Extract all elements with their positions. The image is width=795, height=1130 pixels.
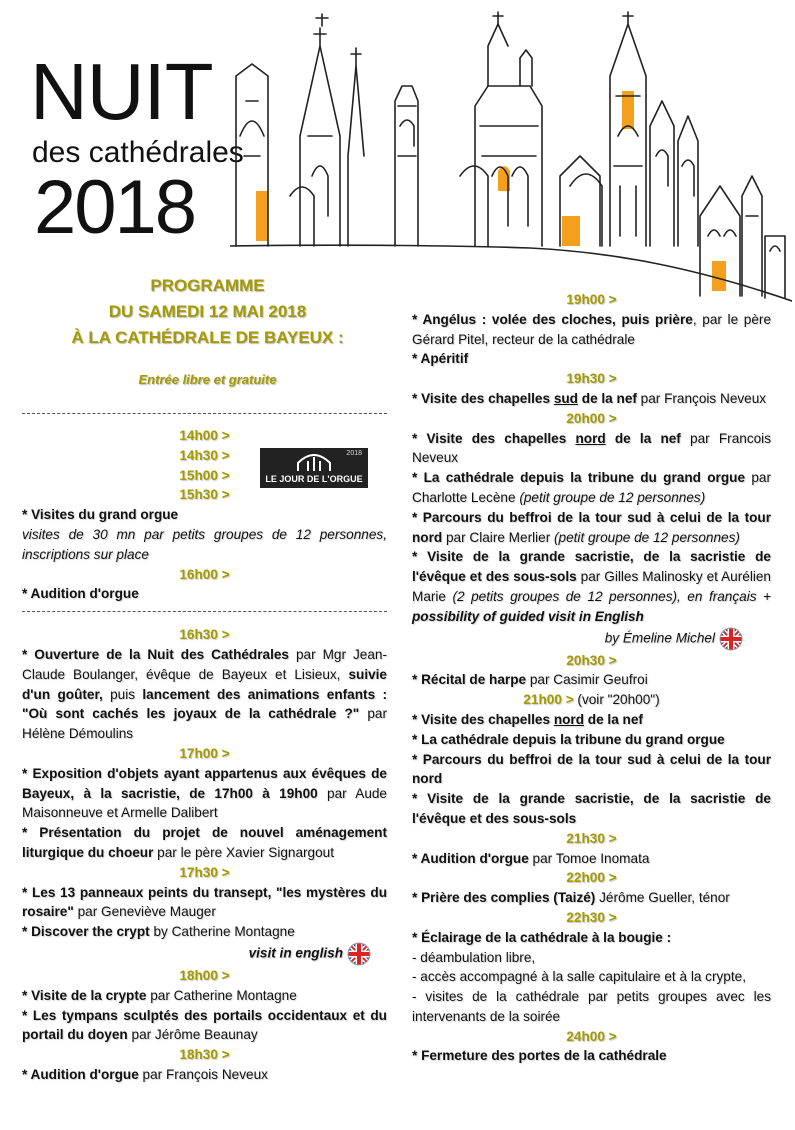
logo-name: LE JOUR DE L'ORGUE	[265, 474, 363, 484]
left-column	[22, 426, 387, 1085]
programme-heading-1: PROGRAMME	[150, 276, 265, 295]
eclairage-item-2: - accès accompagné à la salle capitulaire et à la crypte,	[412, 969, 746, 985]
time-1430: 14h30 >	[179, 447, 230, 463]
time-1400: 14h00 >	[179, 428, 230, 443]
event-sacristie-english: by Émeline Michel	[412, 627, 771, 651]
title-year: 2018	[34, 165, 196, 250]
event-audition-1: * Audition d'orgue	[22, 586, 139, 602]
uk-flag-icon	[347, 942, 371, 966]
time-2000: 20h00 >	[566, 410, 617, 426]
event-chapelles-nord-2: * Visite des chapelles nord de la nef	[412, 711, 643, 727]
event-harpe: * Récital de harpe par Casimir Geufroi	[412, 672, 648, 688]
time-1830: 18h30 >	[179, 1047, 230, 1063]
event-ouverture: * Ouverture de la Nuit des Cathédrales par Mgr Jean-Claude Boulanger, évêque de Bayeux et Lisieux, suivie d'un goûter, puis lancement des animations enfants : "Où sont cachés les joyaux de la cathédrale ?" par Hélène Démoulins	[22, 646, 387, 742]
logo-year: 2018	[346, 450, 362, 457]
event-discover-crypt: * Discover the crypt by Catherine Montagne	[22, 924, 295, 940]
time-1930: 19h30 >	[566, 371, 617, 387]
event-fermeture: * Fermeture des portes de la cathédrale	[412, 1048, 667, 1064]
event-audition-2: * Audition d'orgue par François Neveux	[22, 1066, 268, 1082]
event-sacristie-2: * Visite de la grande sacristie, de la sacristie de l'évêque et des sous-sols	[412, 791, 771, 826]
cathedral-skyline-illustration	[230, 6, 792, 306]
time-2400: 24h00 >	[566, 1028, 617, 1044]
time-1600: 16h00 >	[179, 566, 230, 582]
event-tribune: * La cathédrale depuis la tribune du grand orgue par Charlotte Lecène (petit groupe de 12 personnes)	[412, 470, 771, 505]
entree-libre: Entrée libre et gratuite	[138, 372, 277, 387]
event-complies: * Prière des complies (Taizé) Jérôme Gueller, ténor	[412, 890, 730, 906]
event-visite-crypte: * Visite de la crypte par Catherine Montagne	[22, 987, 297, 1003]
time-2200: 22h00 >	[566, 870, 617, 886]
eclairage-item-3: - visites de la cathédrale par petits groupes avec les intervenants de la soirée	[412, 989, 771, 1024]
event-exposition: * Exposition d'objets ayant appartenus aux évêques de Bayeux, à la sacristie, de 17h00 à 19h00 par Aude Maisonneuve et Armelle Dalibert	[22, 765, 387, 821]
programme-heading-2: DU SAMEDI 12 MAI 2018	[108, 302, 307, 321]
event-beffroi-2: * Parcours du beffroi de la tour sud à celui de la tour nord	[412, 751, 771, 787]
event-visites-orgue: * Visites du grand orgue	[22, 507, 179, 523]
event-panneaux: * Les 13 panneaux peints du transept, "les mystères du rosaire" par Geneviève Mauger	[22, 884, 387, 920]
time-2030: 20h30 >	[566, 652, 617, 668]
event-beffroi: * Parcours du beffroi de la tour sud à celui de la tour nord par Claire Merlier (petit groupe de 12 personnes)	[412, 509, 771, 545]
event-audition-3: * Audition d'orgue par Tomoe Inomata	[412, 850, 650, 866]
time-1500: 15h00 >	[179, 467, 230, 483]
time-1900: 19h00 >	[566, 292, 617, 307]
event-chapelles-nord: * Visite des chapelles nord de la nef par Francois Neveux	[412, 430, 771, 466]
time-2230: 22h30 >	[566, 909, 617, 925]
event-sacristie: * Visite de la grande sacristie, de la sacristie de l'évêque et des sous-sols par Gilles Malinosky et Aurélien Marie (2 petits groupes de 12 personnes), en français + possibility of guided visit in English	[412, 549, 771, 624]
event-aperitif: * Apéritif	[412, 351, 469, 367]
title-nuit: NUIT	[30, 47, 213, 136]
time-1630: 16h30 >	[179, 627, 230, 643]
event-visites-orgue-desc: visites de 30 mn par petits groupes de 12 personnes, inscriptions sur place	[22, 526, 387, 562]
programme-heading-3: À LA CATHÉDRALE DE BAYEUX :	[71, 328, 344, 347]
event-angelus: * Angélus : volée des cloches, puis prière, par le père Gérard Pitel, recteur de la cathédrale	[412, 311, 771, 347]
divider-top	[22, 413, 387, 414]
title-subtitle: des cathédrales	[32, 136, 244, 169]
event-projet: * Présentation du projet de nouvel aménagement liturgique du choeur par le père Xavier Signargout	[22, 825, 387, 860]
time-2130: 21h30 >	[566, 830, 617, 846]
time-2100: 21h00 > (voir "20h00")	[523, 692, 660, 708]
time-1730: 17h30 >	[179, 864, 230, 880]
event-tympans: * Les tympans sculptés des portails occidentaux et du portail du doyen par Jérôme Beaunay	[22, 1007, 387, 1043]
event-crypt-english: visit in english	[22, 942, 387, 966]
eclairage-item-1: - déambulation libre,	[412, 949, 536, 965]
time-1800: 18h00 >	[179, 967, 230, 983]
event-chapelles-sud: * Visite des chapelles sud de la nef par François Neveux	[412, 390, 767, 406]
time-1530: 15h30 >	[179, 487, 230, 503]
event-eclairage: * Éclairage de la cathédrale à la bougie :	[412, 929, 672, 945]
uk-flag-icon	[719, 627, 743, 651]
event-tribune-2: * La cathédrale depuis la tribune du grand orgue	[412, 731, 725, 747]
time-1700: 17h00 >	[179, 745, 230, 761]
right-column	[412, 290, 771, 1066]
